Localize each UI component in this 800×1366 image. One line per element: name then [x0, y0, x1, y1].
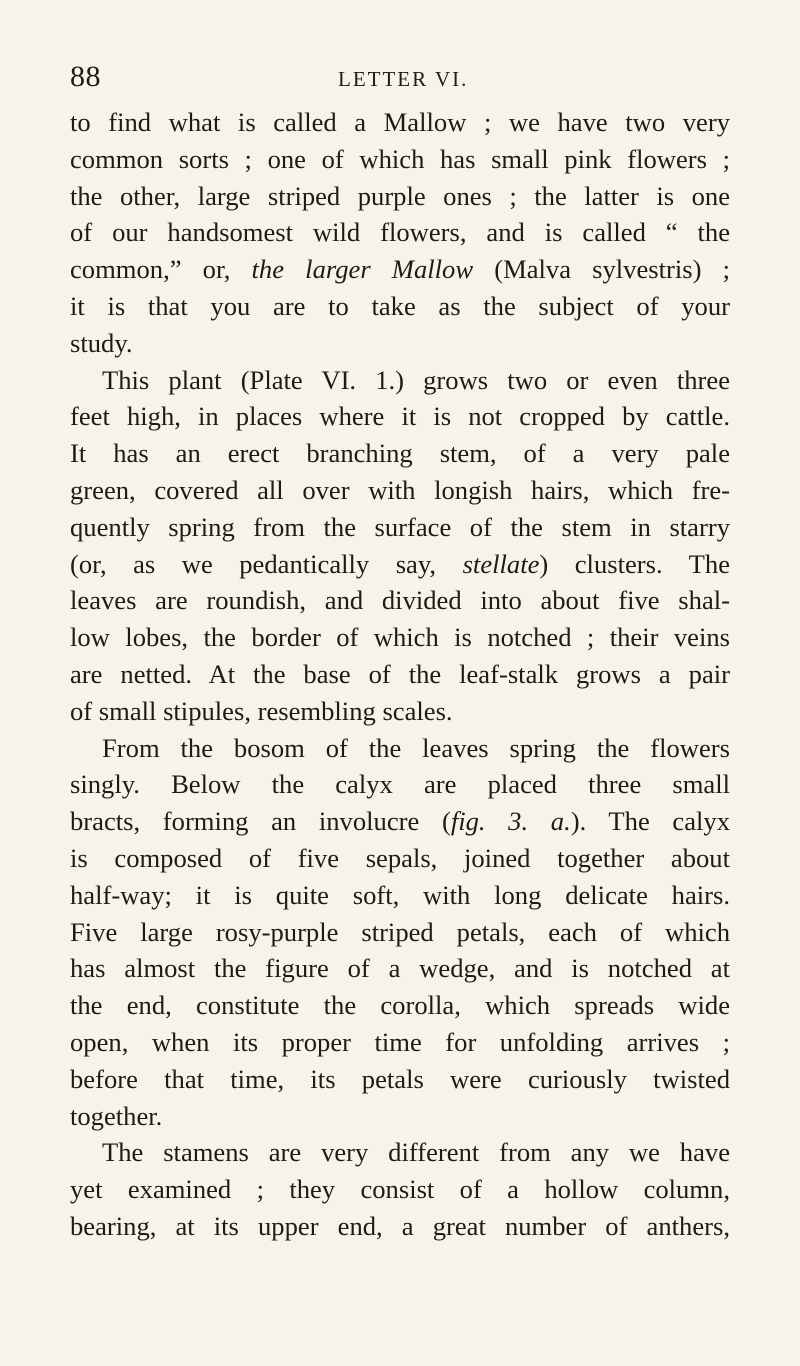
- text-run: bracts, forming an involucre (: [70, 806, 451, 837]
- text-line: has almost the figure of a wedge, and is notched at: [70, 953, 730, 984]
- text-line: before that time, its petals were curiously twisted: [70, 1063, 730, 1094]
- text-line: bearing, at its upper end, a great number of anthers,: [70, 1210, 730, 1241]
- text-line: half-way; it is quite soft, with long delicate hairs.: [70, 879, 730, 910]
- text-line: are netted. At the base of the leaf-stalk grows a pair: [70, 658, 730, 689]
- body-text: [70, 104, 730, 1245]
- paragraph-end-line: of small stipules, resembling scales.: [70, 695, 453, 726]
- text-line: is composed of five sepals, joined together about: [70, 842, 730, 873]
- text-line: green, covered all over with longish hairs, which fre-: [70, 474, 730, 505]
- paragraph-first-line: From the bosom of the leaves spring the flowers: [102, 732, 730, 763]
- text-line: open, when its proper time for unfolding arrives ;: [70, 1026, 730, 1057]
- paragraph-first-line: The stamens are very different from any we have: [102, 1137, 730, 1168]
- paragraph-end-line: together.: [70, 1100, 163, 1131]
- text-line: to find what is called a Mallow ; we have two very: [70, 107, 730, 137]
- text-run: (or, as we pedantically say,: [70, 548, 463, 579]
- text-line: Five large rosy-purple striped petals, each of which: [70, 916, 730, 947]
- running-title: LETTER VI.: [338, 67, 469, 91]
- italic-run: the larger Mallow: [251, 254, 474, 285]
- text-run: ). The calyx: [570, 806, 730, 837]
- text-line: low lobes, the border of which is notched ; their veins: [70, 622, 730, 653]
- text-line: [70, 251, 730, 288]
- text-run: common,” or,: [70, 254, 252, 285]
- text-run: (Malva sylvestris) ;: [473, 254, 730, 285]
- text-line: quently spring from the surface of the stem in starry: [70, 511, 730, 542]
- text-run: ) clusters. The: [539, 548, 730, 579]
- text-line: feet high, in places where it is not cropped by cattle.: [70, 401, 730, 432]
- text-line: leaves are roundish, and divided into about five shal-: [70, 585, 730, 616]
- text-line: it is that you are to take as the subject of your: [70, 290, 730, 321]
- text-line: common sorts ; one of which has small pink flowers ;: [70, 143, 730, 174]
- paragraph-end-line: study.: [70, 327, 133, 358]
- italic-run: fig. 3. a.: [450, 806, 571, 837]
- page-number: 88: [70, 60, 101, 93]
- text-line: singly. Below the calyx are placed three small: [70, 769, 730, 800]
- text-line: It has an erect branching stem, of a very pale: [70, 438, 730, 469]
- italic-run: stellate: [462, 548, 540, 579]
- text-line: the end, constitute the corolla, which spreads wide: [70, 990, 730, 1021]
- running-head: [70, 60, 730, 93]
- text-line: yet examined ; they consist of a hollow column,: [70, 1174, 730, 1205]
- text-line: of our handsomest wild flowers, and is called “ the: [70, 217, 730, 248]
- text-line: [70, 546, 730, 583]
- text-line: [70, 803, 730, 840]
- paragraph-first-line: This plant (Plate VI. 1.) grows two or even three: [102, 364, 730, 395]
- text-line: the other, large striped purple ones ; the latter is one: [70, 180, 730, 211]
